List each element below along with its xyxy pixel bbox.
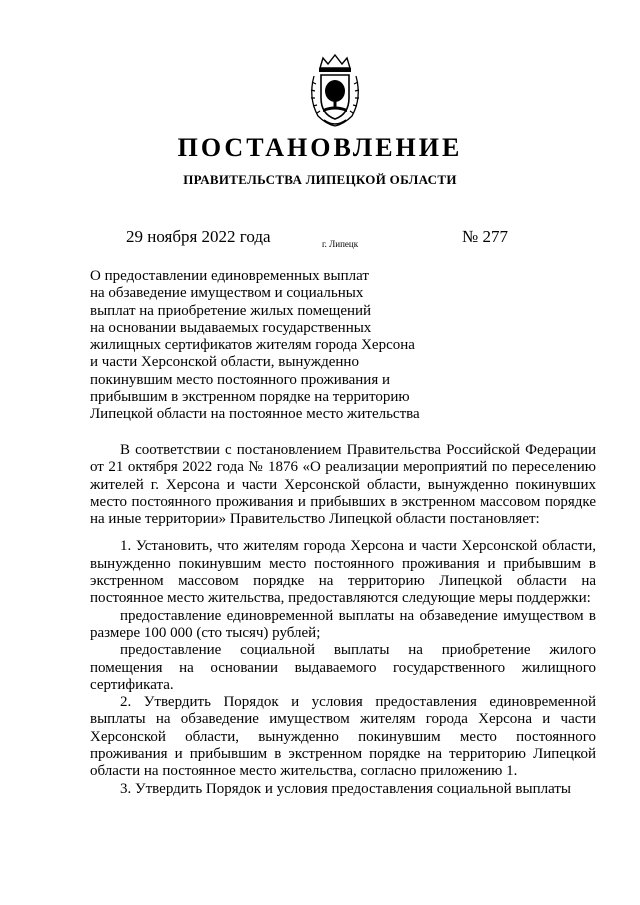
subject-line: жилищных сертификатов жителям города Херсона [90,337,415,354]
subject-line: О предоставлении единовременных выплат [90,268,369,284]
clause-3: 3. Утвердить Порядок и условия предоставления социальной выплаты [120,780,572,797]
subject-line: на обзаведение имуществом и социальных [90,285,364,302]
document-subject [90,268,450,424]
preamble-paragraph: В соответствии с постановлением Правительства Российской Федерации от 21 октября 2022 года № 1876 «О реализации мероприятий по переселению жителей г. Херсона и части Херсонской области, вынужденно покинувших место постоянного проживания и прибывших в экстренном массовом порядке на иные территории» Правительство Липецкой области постановляет: [90,442,596,528]
clause-1-measure-a: предоставление единовременной выплаты на обзаведение имуществом в размере 100 000 (сто тысяч) рублей; [90,607,596,641]
clause-1: 1. Установить, что жителям города Херсона и части Херсонской области, вынужденно покинувшим место постоянного проживания и прибывшим в экстренном массовом порядке на территорию Липецкой области на постоянное место жительства, предоставляются следующие меры поддержки: [90,538,596,607]
document-date: 29 ноября 2022 года [126,227,271,246]
subject-line: покинувшим место постоянного проживания и [90,371,390,388]
document-subtitle: ПРАВИТЕЛЬСТВА ЛИПЕЦКОЙ ОБЛАСТИ [183,172,457,187]
clause-1-measure-b: предоставление социальной выплаты на приобретение жилого помещения на основании выдаваемого государственного жилищного сертификата. [90,642,596,693]
document-body [90,442,596,798]
document-title: ПОСТАНОВЛЕНИЕ [177,133,463,162]
clause-2: 2. Утвердить Порядок и условия предоставления единовременной выплаты на обзаведение имуществом жителям города Херсона и части Херсонской области, вынужденно покинувшим место постоянного проживания и прибывшим в экстренном порядке на территорию Липецкой области на постоянное место жительства, согласно приложению 1. [90,694,596,780]
subject-line: Липецкой области на постоянное место жительства [90,406,420,423]
subject-line: прибывшим в экстренном порядке на территорию [90,389,410,406]
document-city: г. Липецк [322,239,359,249]
subject-line: на основании выдаваемых государственных [90,319,372,336]
document-number: № 277 [462,227,508,246]
lipetsk-coat-of-arms-icon [306,54,364,128]
subject-line: и части Херсонской области, вынужденно [90,354,359,371]
subject-line: выплат на приобретение жилых помещений [90,302,372,319]
